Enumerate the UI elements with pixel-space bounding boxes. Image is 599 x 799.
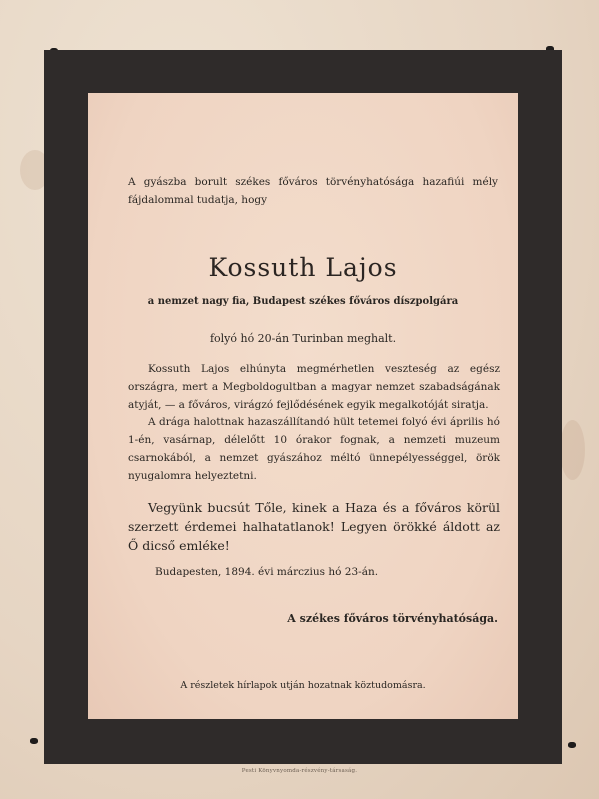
pin-mark [568, 742, 576, 748]
paragraph-funeral: A drága halottnak hazaszállítandó hült tetemei folyó évi április hó 1-én, vasárnap, délelőtt 10 órakor fognak, a nemzeti muzeum csarnokából, a nemzet gyászához méltó ünnepélyességgel, örök nyugalomra helyeztetni. [128, 416, 500, 482]
subtitle: a nemzet nagy fia, Budapest székes főváros díszpolgára [147, 296, 459, 307]
signature: A székes főváros törvényhatósága. [287, 612, 498, 625]
deceased-name: Kossuth Lajos [208, 253, 398, 282]
pin-mark [30, 738, 38, 744]
paragraph-loss: Kossuth Lajos elhúnyta megmérhetlen veszteség az egész országra, mert a Megboldogultban a magyar nemzet szabadságának atyját, — a főváros, virágzó fejlődésének egyik megalkotóját siratja. [128, 363, 500, 411]
paper-stain [560, 420, 585, 480]
date-line: Budapesten, 1894. évi márczius hó 23-án. [155, 566, 379, 578]
footnote: A részletek hírlapok utján hozatnak köztudomásra. [180, 680, 426, 691]
paragraph-farewell: Vegyünk bucsút Tőle, kinek a Haza és a főváros körül szerzett érdemei halhatatlanok! Legyen örökké áldott az Ő dicső emléke! [128, 500, 500, 553]
death-notice: folyó hó 20-án Turinban meghalt. [209, 332, 397, 345]
printer-imprint: Pesti Könyvnyomda-részvény-társaság. [241, 768, 358, 774]
intro-text: A gyászba borult székes főváros törvényhatósága hazafiúi mély fájdalommal tudatja, hogy [128, 176, 498, 206]
notice-panel [88, 93, 518, 719]
